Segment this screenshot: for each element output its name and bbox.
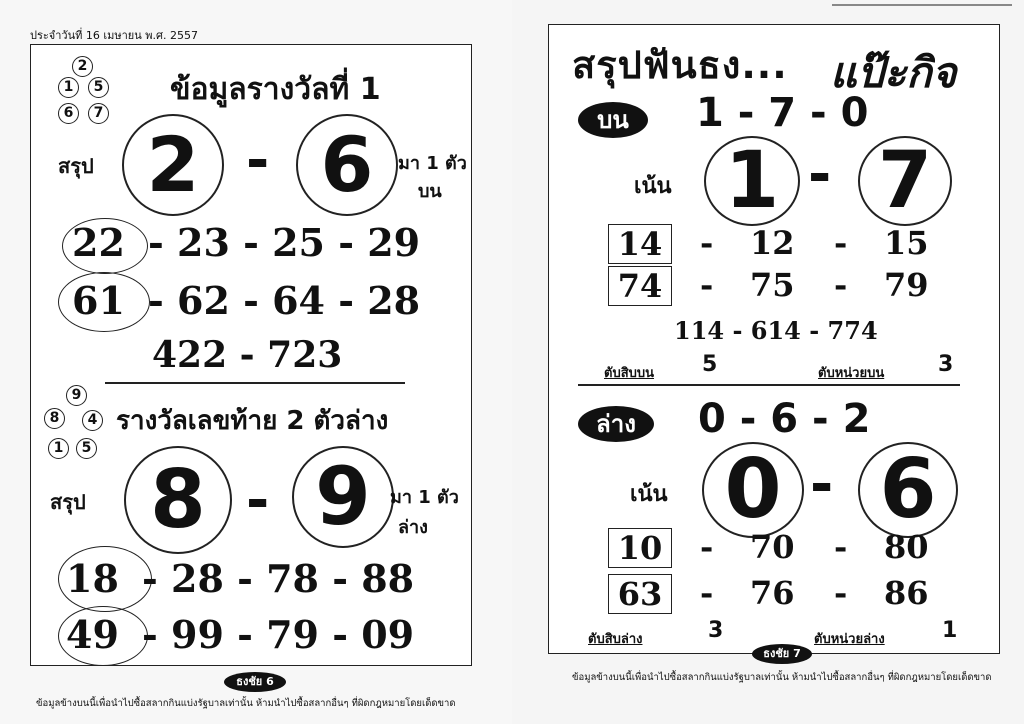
boxed-number: 10 <box>608 528 672 568</box>
dash: - <box>700 574 714 612</box>
small-digit-circle: 6 <box>58 103 79 124</box>
small-digit-circle: 1 <box>58 77 79 98</box>
dash: - <box>834 224 848 262</box>
units-label: ตับหน่วยบน <box>818 366 885 381</box>
dash: - <box>808 142 832 207</box>
scan-edge-line <box>832 4 1012 6</box>
units-label: ตับหน่วยล่าง <box>814 632 885 647</box>
small-digit-circle: 4 <box>82 410 103 431</box>
small-digit-circle: 5 <box>88 77 109 98</box>
note-line: มา 1 ตัว <box>398 153 467 174</box>
number: 15 <box>884 224 929 262</box>
dash: - <box>246 468 270 533</box>
focus-label: เน้น <box>630 482 668 507</box>
number-row-highlight: 22 <box>72 220 125 265</box>
dash: - <box>246 128 270 193</box>
dash: - <box>810 452 834 517</box>
three-digit-row: 114 - 614 - 774 <box>674 316 878 345</box>
summary-label: สรุป <box>58 154 94 178</box>
footer-note: ข้อมูลข้างบนนี้เพื่อนำไปซื้อสลากกินแบ่งรัฐบาลเท่านั้น ห้ามนำไปซื้อสลากอื่นๆ ที่ผิดกฎหมายโดยเด็ดขาด <box>36 698 456 709</box>
dash: - <box>834 528 848 566</box>
number-row: - 23 - 25 - 29 <box>148 220 421 265</box>
section-title: ข้อมูลรางวัลที่ 1 <box>170 72 381 107</box>
summary-label: สรุป <box>50 490 86 514</box>
focus-digit-circle: 0 <box>702 442 804 538</box>
main-digit-circle: 9 <box>292 446 394 548</box>
small-digit-circle: 7 <box>88 103 109 124</box>
page-badge: ธงชัย 6 <box>224 672 286 692</box>
number: 75 <box>750 266 795 304</box>
page-title: สรุปฟันธง... <box>572 43 788 87</box>
dash: - <box>700 266 714 304</box>
lower-label-badge: ล่าง <box>578 406 654 442</box>
units-value: 3 <box>938 352 954 377</box>
dash: - <box>700 224 714 262</box>
footer-note: ข้อมูลข้างบนนี้เพื่อนำไปซื้อสลากกินแบ่งรัฐบาลเท่านั้น ห้ามนำไปซื้อสลากอื่นๆ ที่ผิดกฎหมายโดยเด็ดขาด <box>572 672 992 683</box>
boxed-number: 74 <box>608 266 672 306</box>
tens-label: ตับสิบล่าง <box>588 632 643 647</box>
boxed-number: 63 <box>608 574 672 614</box>
lower-digits: 0 - 6 - 2 <box>698 396 871 442</box>
number: 12 <box>750 224 795 262</box>
number-row: - 99 - 79 - 09 <box>142 612 415 657</box>
number-row: - 62 - 64 - 28 <box>148 278 421 323</box>
number-row-highlight: 61 <box>72 278 125 323</box>
focus-label: เน้น <box>634 174 672 199</box>
three-digit-row: 422 - 723 <box>152 334 343 376</box>
divider <box>578 384 960 386</box>
number: 79 <box>884 266 929 304</box>
divider <box>105 382 405 384</box>
focus-digit-circle: 1 <box>704 136 800 226</box>
note-line: ล่าง <box>398 517 428 538</box>
note-line: มา 1 ตัว <box>390 487 459 508</box>
right-page <box>512 0 1024 724</box>
focus-digit-circle: 7 <box>858 136 952 226</box>
number-row-highlight: 49 <box>66 612 119 657</box>
number: 76 <box>750 574 795 612</box>
boxed-number: 14 <box>608 224 672 264</box>
brand-title: แป๊ะกิจ <box>830 48 957 97</box>
section-title: รางวัลเลขท้าย 2 ตัวล่าง <box>116 406 389 436</box>
number: 70 <box>750 528 795 566</box>
page-badge: ธงชัย 7 <box>752 644 812 664</box>
dash: - <box>834 574 848 612</box>
main-digit-circle: 6 <box>296 114 398 216</box>
date-header: ประจำวันที่ 16 เมษายน พ.ศ. 2557 <box>30 29 198 42</box>
small-digit-circle: 2 <box>72 56 93 77</box>
units-value: 1 <box>942 618 958 643</box>
main-digit-circle: 8 <box>124 446 232 554</box>
dash: - <box>700 528 714 566</box>
small-digit-circle: 8 <box>44 408 65 429</box>
small-digit-circle: 1 <box>48 438 69 459</box>
tens-value: 3 <box>708 618 724 643</box>
number-row: - 28 - 78 - 88 <box>142 556 415 601</box>
focus-digit-circle: 6 <box>858 442 958 538</box>
tens-value: 5 <box>702 352 718 377</box>
number: 86 <box>884 574 929 612</box>
number-row-highlight: 18 <box>66 556 119 601</box>
number: 80 <box>884 528 929 566</box>
upper-digits: 1 - 7 - 0 <box>696 90 869 136</box>
small-digit-circle: 9 <box>66 385 87 406</box>
note-line: บน <box>418 181 442 202</box>
main-digit-circle: 2 <box>122 114 224 216</box>
small-digit-circle: 5 <box>76 438 97 459</box>
upper-label-badge: บน <box>578 102 648 138</box>
dash: - <box>834 266 848 304</box>
tens-label: ตับสิบบน <box>604 366 655 381</box>
